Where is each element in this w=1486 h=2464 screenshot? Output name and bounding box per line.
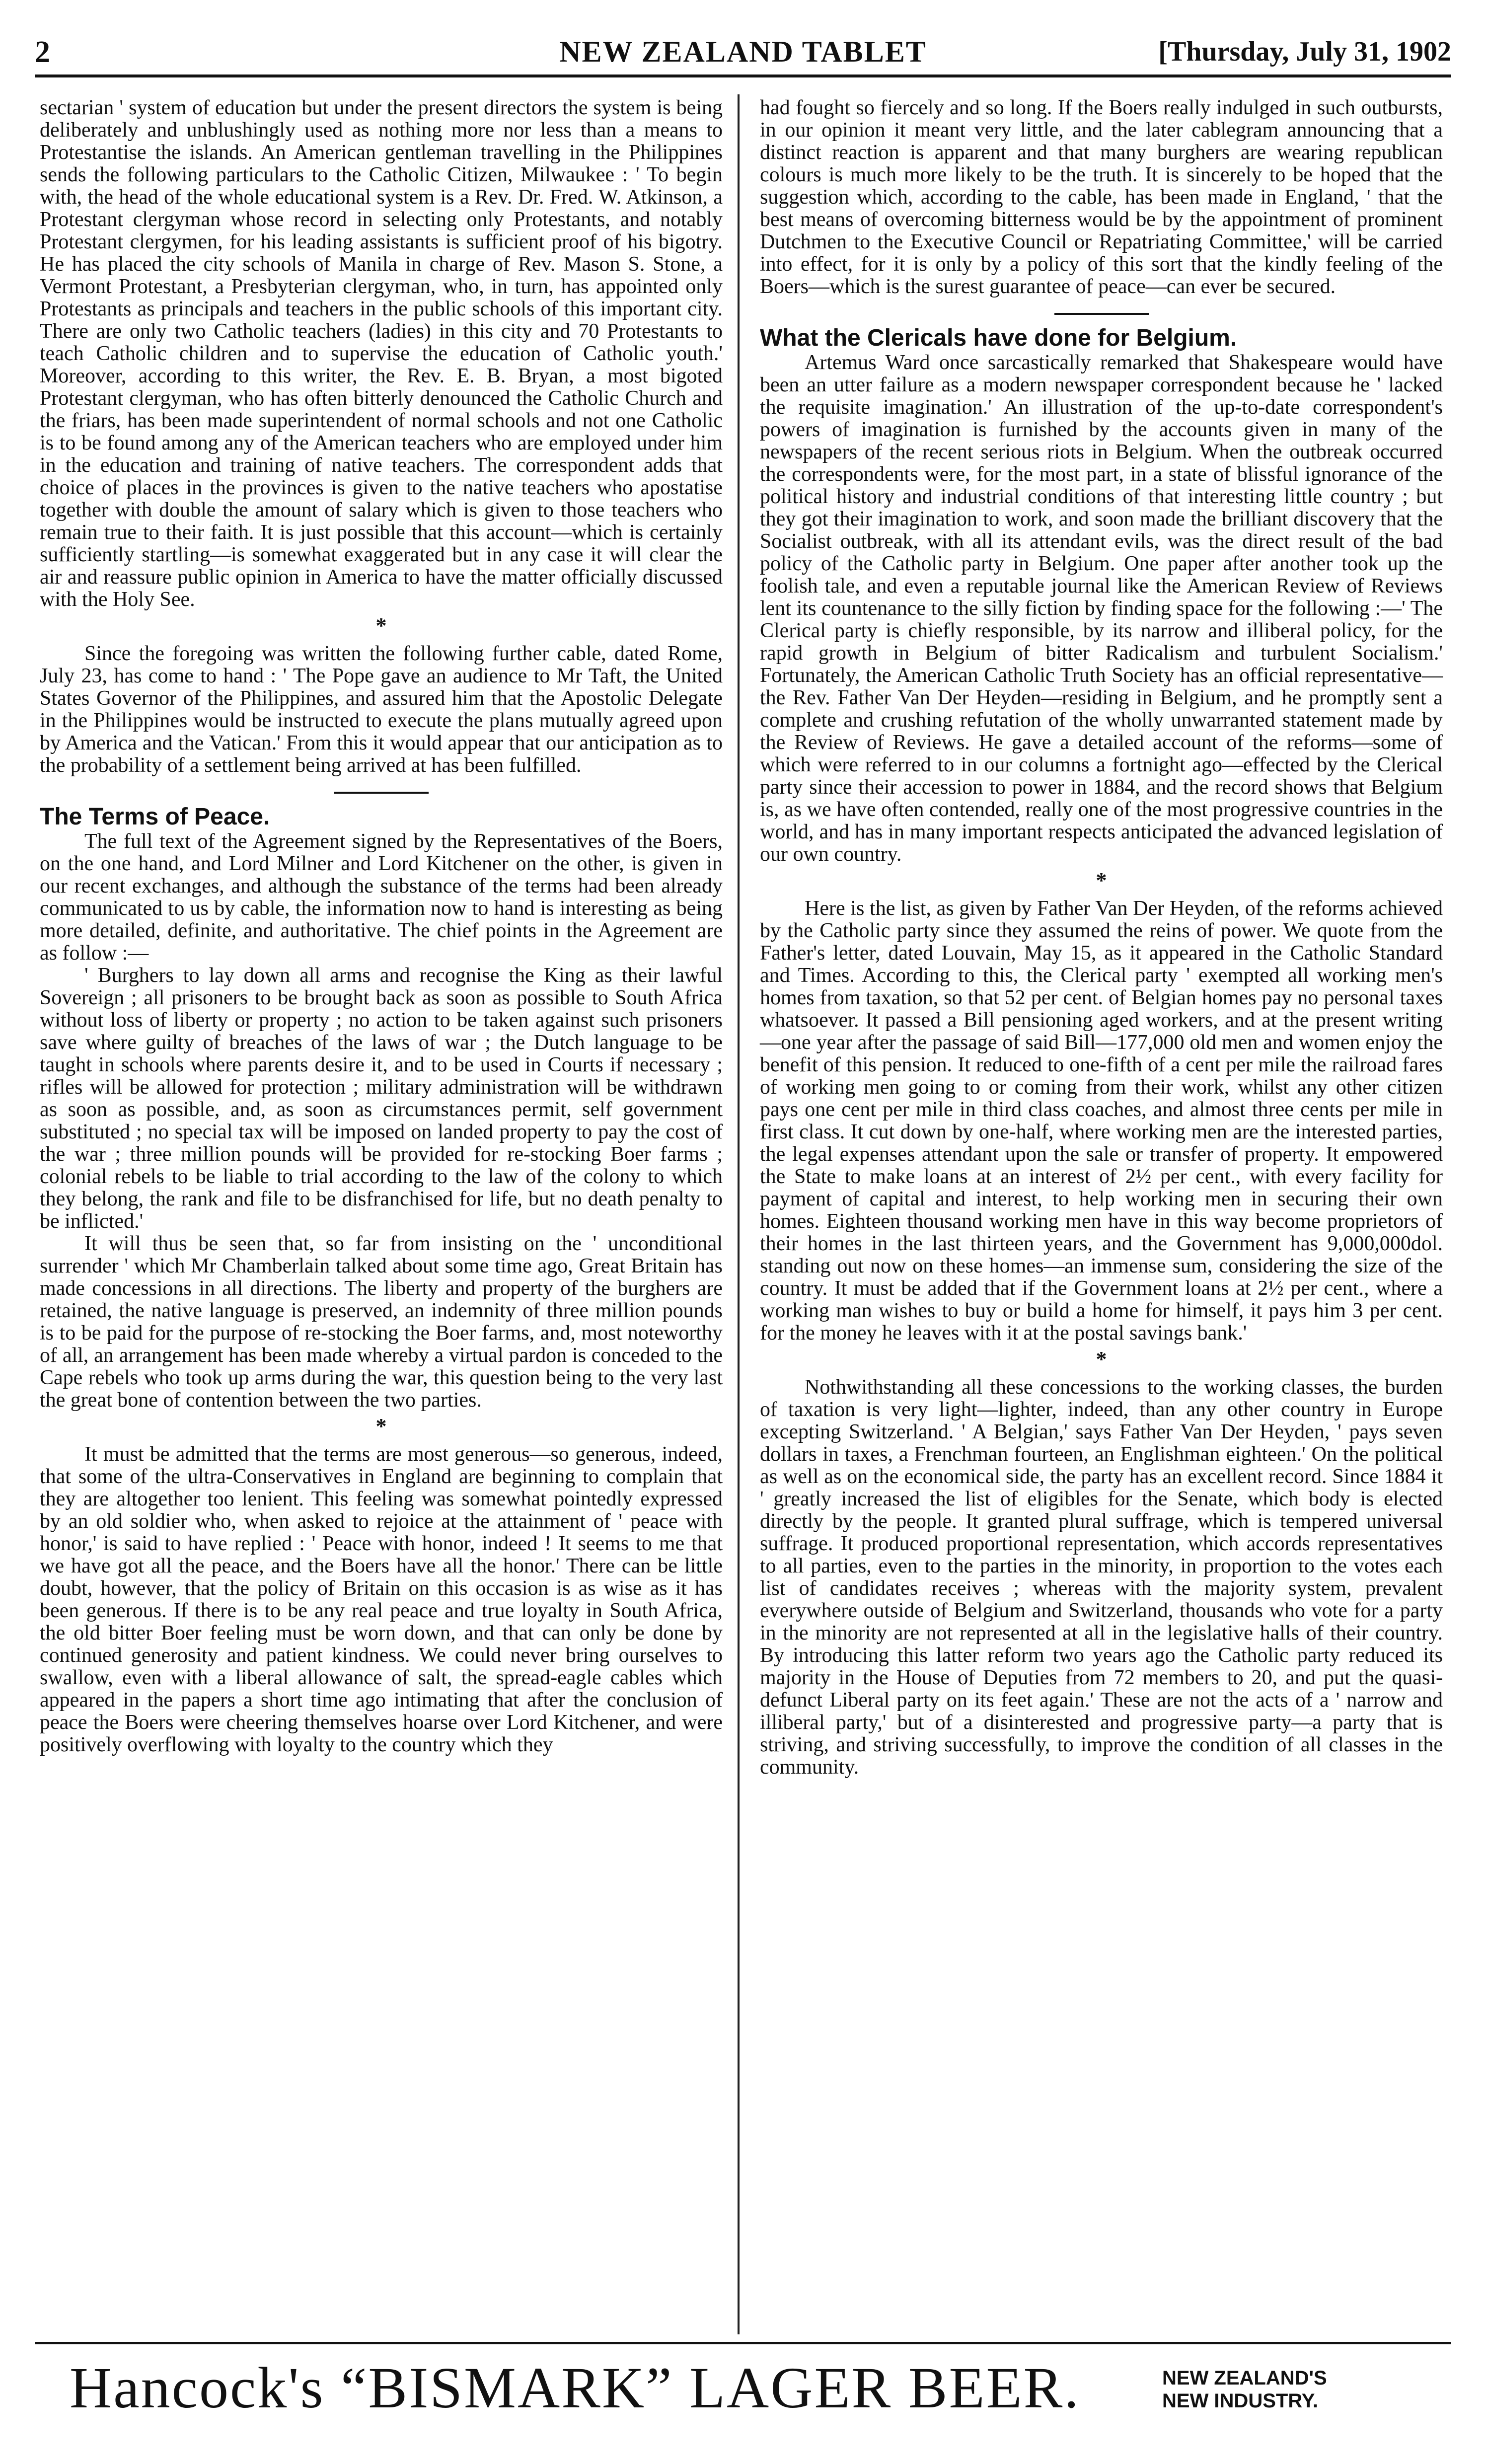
section-rule [1054,313,1149,315]
advert-tagline-line: NEW INDUSTRY. [1162,2390,1319,2412]
advert-text: Hancock's “BISMARK” LAGER BEER. [70,2355,1080,2420]
footer-rule [35,2342,1451,2344]
article-paragraph: sectarian ' system of education but under the present directors the system is being deliberately and unblushingly used as nothing more nor less than a means to Protestantise the islands. An American gentleman travelling in the Philippines sends the following particulars to the Catholic Citizen, Milwaukee : ' To begin with, the head of the whole educational system is a Rev. Dr. Fred. W. Atkinson, a Protestant clergyman whose record in selecting only Protestants, and notably Protestant clergymen, for his leading assistants is sufficient proof of his bigotry. He has placed the city schools of Manila in charge of Rev. Mason S. Stone, a Vermont Protestant, a Presbyterian clergyman, who, in turn, has appointed only Protestants as principals and teachers in the public schools of this important city. There are only two Catholic teachers (ladies) in this city and 70 Protestants to teach Catholic children and to supervise the education of Catholic youth.' Moreover, according to this writer, the Rev. E. B. Bryan, a most bigoted Protestant clergyman, who has often bitterly denounced the Catholic Church and the friars, has been made superintendent of normal schools and not one Catholic is to be found among any of the American teachers who are employed under him in the education and training of native teachers. The correspondent adds that choice of places in the provinces is given to the native teachers who apostatise together with double the amount of salary which is given to those teachers who remain true to their faith. It is just possible that this account—which is certainly sufficiently startling—is somewhat exaggerated but in any case it will clear the air and reassure public opinion in America to have the matter officially discussed with the Holy See. [40,96,723,611]
section-rule [334,792,429,794]
section-heading-terms-of-peace: The Terms of Peace. [40,804,270,830]
issue-date: [Thursday, July 31, 1902 [1158,36,1451,67]
article-paragraph: Nothwithstanding all these concessions to the working classes, the burden of taxation is very light—lighter, indeed, than any other country in Europe excepting Switzerland. ' A Belgian,' says Father Van Der Heyden, ' pays seven dollars in taxes, a Frenchman fourteen, an Englishman eighteen.' On the political as well as on the economical side, the party has an excellent record. Since 1884 it ' greatly increased the list of eligibles for the Senate, which body is elected directly by the people. It granted plural suffrage, which is tempered universal suffrage. It produced proportional representation, which accords representatives to all parties, even to the parties in the minority, in proportion to the votes each list of candidates receives ; whereas with the majority system, prevalent everywhere outside of Belgium and Switzerland, thousands who vote for a party in the minority are not represented at all in the legislative halls of their country. By introducing this latter reform two years ago the Catholic party reduced its majority in the House of Deputies from 72 members to 20, and put the quasi-defunct Liberal party on its feet again.' These are not the acts of a ' narrow and illiberal party,' but of a disinterested and progressive party—a party that is striving, and striving successfully, to improve the condition of all classes in the community. [760,1376,1443,1779]
left-column [40,97,723,1756]
section-heading-belgium: What the Clericals have done for Belgium. [760,325,1237,351]
advert-tagline-line: NEW ZEALAND'S [1162,2367,1327,2389]
advert-tagline [1162,2367,1327,2412]
article-paragraph: Artemus Ward once sarcastically remarked that Shakespeare would have been an utter failure as a modern newspaper correspondent because he ' lacked the requisite imagination.' An illustration of the up-to-date correspondent's powers of imagination is furnished by the accounts given in many of the newspapers of the recent serious riots in Belgium. When the outbreak occurred the correspondents were, for the most part, in a state of blissful ignorance of the political history and industrial conditions of that interesting little country ; but they got their imagination to work, and soon made the brilliant discovery that the Socialist outbreak, with all its attendant evils, was the direct result of the bad policy of the Catholic party in Belgium. One paper after another took up the foolish tale, and even a reputable journal like the American Review of Reviews lent its countenance to the silly fiction by finding space for the following :—' The Clerical party is chiefly responsible, by its narrow and illiberal policy, for the rapid growth in Belgium of bitter Radicalism and turbulent Socialism.' Fortunately, the American Catholic Truth Society has an official representative—the Rev. Father Van Der Heyden—residing in Belgium, and he promptly sent a complete and crushing refutation of the wholly unwarranted statement made by the Review of Reviews. He gave a detailed account of the reforms—some of which were referred to in our columns a fortnight ago—effected by the Clerical party since their accession to power in 1884, and the record shows that Belgium is, as we have often contended, really one of the most progressive countries in the world, and has in many important respects anticipated the advanced legislation of our own country. [760,351,1443,866]
journal-title: NEW ZEALAND TABLET [559,35,927,68]
advertisement [70,2354,1450,2439]
page-number: 2 [35,35,50,69]
quoted-agreement: ' Burghers to lay down all arms and recognise the King as their lawful Sovereign ; all prisoners to be brought back as soon as possible to South Africa without loss of liberty or property ; no action to be taken against such prisoners save where guilty of breaches of the laws of war ; the Dutch language to be taught in schools where parents desire it, and to be used in Courts if necessary ; rifles will be allowed for protection ; military administration will be withdrawn as soon as possible, and, as soon as circumstances permit, self government substituted ; no special tax will be imposed on landed property to pay the cost of the war ; three million pounds will be provided for re-stocking Boer farms ; colonial rebels to be liable to trial according to the law of the colony to which they belong, the rank and file to be disfranchised for life, but no death penalty to be inflicted.' [40,964,723,1233]
masthead [35,35,1451,79]
article-paragraph: Since the foregoing was written the following further cable, dated Rome, July 23, has come to hand : ' The Pope gave an audience to Mr Taft, the United States Governor of the Philippines, and assured him that the Apostolic Delegate in the Philippines would be instructed to execute the plans mutually agreed upon by America and the Vatican.' From this it would appear that our anticipation as to the probability of a settlement being arrived at has been fulfilled. [40,642,723,777]
header-rule [35,75,1451,77]
section-star: * [375,1414,387,1438]
article-paragraph: Here is the list, as given by Father Van Der Heyden, of the reforms achieved by the Catholic party since they assumed the reins of power. We quote from the Father's letter, dated Louvain, May 15, as it appeared in the Catholic Standard and Times. According to this, the Clerical party ' exempted all working men's homes from taxation, so that 52 per cent. of Belgian homes pay no personal taxes whatsoever. It passed a Bill pensioning aged workers, and at the present writing—one year after the passage of said Bill—177,000 old men and women enjoy the benefit of this pension. It reduced to one-fifth of a cent per mile the railroad fares of working men going to or coming from their work, whilst any other citizen pays one cent per mile in third class coaches, and almost three cents per mile in first class. It cut down by one-half, where working men are the interested parties, the legal expenses attendant upon the sale or transfer of property. It empowered the State to make loans at an interest of 2½ per cent., with every facility for payment of capital and interest, to help working men in securing their own homes. Eighteen thousand working men have in this way become proprietors of their homes in the last thirteen years, and the Government has 9,000,000dol. standing out now on these homes—an immense sum, considering the size of the country. It must be added that if the Government loans at 2½ per cent., where a working man wishes to buy or build a home for himself, it pays him 3 per cent. for the money he leaves with it at the postal savings bank.' [760,897,1443,1344]
column-divider [738,94,740,2334]
article-paragraph: It will thus be seen that, so far from insisting on the ' unconditional surrender ' which Mr Chamberlain talked about some time ago, Great Britain has made concessions in all directions. The liberty and property of the burghers are retained, the native language is preserved, an indemnity of three million pounds is to be paid for the purpose of re-stocking the Boer farms, and, most noteworthy of all, an arrangement has been made whereby a virtual pardon is conceded to the Cape rebels who took up arms during the war, this question being to the very last the great bone of contention between the two parties. [40,1232,723,1412]
section-star: * [1096,868,1107,893]
article-paragraph: had fought so fiercely and so long. If the Boers really indulged in such outbursts, in our opinion it meant very little, and the later cablegram announcing that a distinct reaction is apparent and that many burghers are wearing republican colours is much more likely to be the truth. It is sincerely to be hoped that the suggestion which, according to the cable, has been made in England, ' that the best means of overcoming bitterness would be by the appointment of prominent Dutchmen to the Executive Council or Repatriating Committee,' will be carried into effect, for it is only by a policy of this sort that the kindly feeling of the Boers—which is the surest guarantee of peace—can ever be secured. [760,96,1443,298]
article-paragraph: The full text of the Agreement signed by the Representatives of the Boers, on the one hand, and Lord Milner and Lord Kitchener on the other, is given in our recent exchanges, and although the substance of the terms had been already communicated to us by cable, the information now to hand is interesting as being more detailed, definite, and authoritative. The chief points in the Agreement are as follow :— [40,830,723,965]
article-paragraph: It must be admitted that the terms are most generous—so generous, indeed, that some of the ultra-Conservatives in England are beginning to complain that they are altogether too lenient. This feeling was somewhat pointedly expressed by an old soldier who, when asked to rejoice at the attainment of ' peace with honor,' is said to have replied : ' Peace with honor, indeed ! It seems to me that we have got all the peace, and the Boers have all the honor.' There can be little doubt, however, that the policy of Britain on this occasion is as wise as it has been generous. If there is to be any real peace and true loyalty in South Africa, the old bitter Boer feeling must be worn down, and that can only be done by continued generosity and patient kindness. We could never bring ourselves to swallow, even with a liberal allowance of salt, the spread-eagle cables which appeared in the papers a short time ago intimating that after the conclusion of peace the Boers were cheering themselves hoarse over Lord Kitchener, and were positively overflowing with loyalty to the country which they [40,1443,723,1756]
right-column [760,97,1443,1779]
section-star: * [375,613,387,638]
section-star: * [1096,1347,1107,1371]
